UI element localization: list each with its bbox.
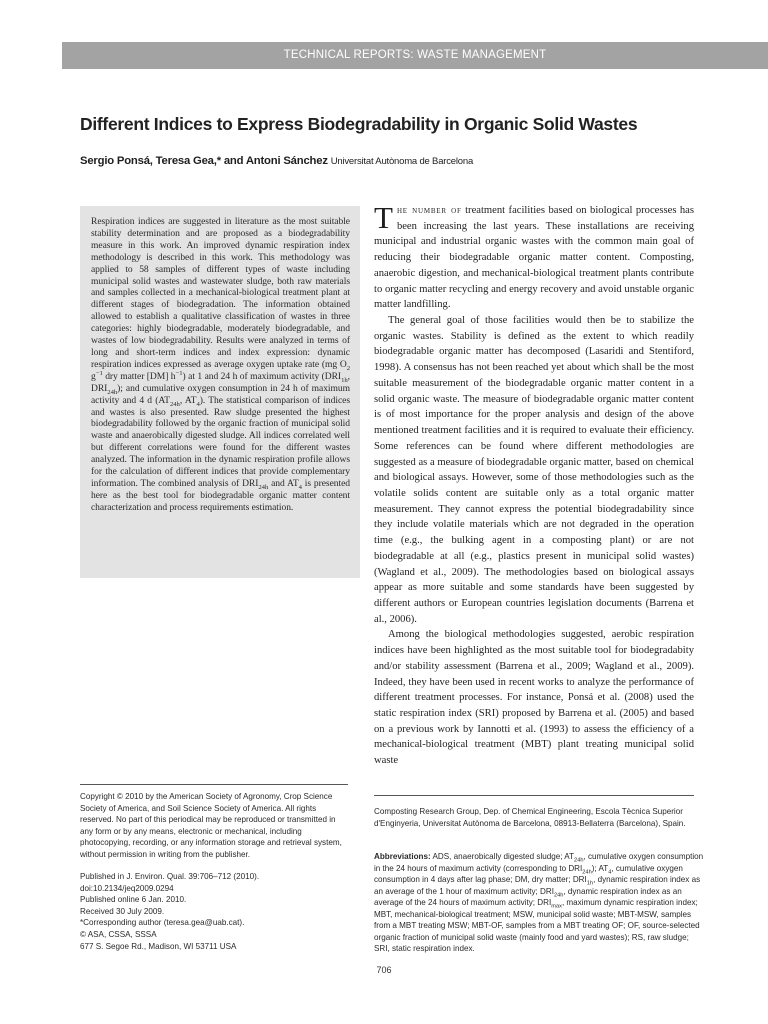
author-line — [80, 153, 720, 170]
abbreviations: Abbreviations: ADS, anaerobically digested sludge; $AT_{24h}$, cumulative oxygen consumption in the 24 hours of maximum activity (corresponding to $DRI_{24h}$); $AT_4$, cumulative oxygen consumption in 4 days after lag phase; DM, dry matter; $DRI_{1h}$, dynamic respiration index as an average of the 1 hour of maximum activity; $DRI_{24h}$, dynamic respiration index as an average of the 24 hours of maximum activity; $DRI_{max}$, maximum dynamic respiration index; MBT, mechanical-biological treatment; MSW, municipal solid waste; MBT-MSW, samples from a MBT treating MSW; MBT-OF, samples from a MBT treating OF; OF, source-selected organic fraction of municipal solid waste (mainly food and yard wastes); RS, raw sludge; SRI, static respiration index. — [374, 852, 704, 953]
abstract-text: Respiration indices are suggested in literature as the most suitable stability determination and are proposed as a biodegradability measure in this work. An improved dynamic respiration index methodology is described in this work. This methodology was applied to 58 samples of different types of waste including municipal solid wastes and wastewater sludge, both raw materials and samples collected in a mechanical-biological treatment plant at different stages of biodegradation. The information obtained allowed to establish a qualitative classification of wastes in three categories: highly biodegradable, moderately biodegradable, and wastes of low biodegradability. Results were analyzed in terms of long and short-term indices and index expression: dynamic respiration indices expressed as average oxygen uptake rate (mg $O_2$ $g^{-1}$ dry matter [DM] $h^{-1}$) at 1 and 24 h of maximum activity ($DRI_{1h}$, $DRI_{24h}$); and cumulative oxygen consumption in 24 h of maximum activity and 4 d ($AT_{24h}$, $AT_4$). The statistical comparison of indices and wastes is also presented. Raw sludge presented the highest biodegradability followed by the organic fraction of municipal solid waste and anaerobically digested sludge. All indices correlated well but different correlations were found for the different wastes analyzed. The information in the dynamic respiration profile allows for the calculation of different indices that provide complementary information. The combined analysis of $DRI_{24h}$ and $AT_4$ is presented here as the best tool for biodegradable organic matter content characterization and process requirements estimation. — [91, 216, 351, 513]
publication-info — [80, 871, 350, 952]
body-paragraph-2: The general goal of those facilities would then be to stabilize the organic wastes. Stability is defined as the extent to which readily biodegradable organic matter has decomposed (Lasaridi and Stentiford, 1998). A consensus has not been reached yet about which shall be the most suitable measurement of the biodegradable organic matter content in a solid organic waste. The measure of biodegradable organic matter content is of most importance for the proper analysis and design of the above mentioned treatment facilities and it is required to evaluate their efficiency. Some references can be found where different methodologies are suggested as a measure of biodegradable organic matter, based on chemical and biological assays. However, some of those methodologies such as the volatile solids content are suitable only as a total organic matter measurement. They cannot express the potential biodegradability since they include volatile materials which are not degraded in the operation time (e.g., the bulking agent in a composting plant) or are not biodegradable at all (e.g., plastics present in municipal solid wastes) (Wagland et al., 2009). The methodologies based on biological assays appear as more suitable and some standards have been suggested by different authors or European countries legislation documents (Barrena et al., 2006). — [374, 315, 694, 625]
copyright-notice: Copyright © 2010 by the American Society of Agronomy, Crop Science Society of America, and Soil Science Society of America. All rights reserved. No part of this periodical may be reproduced or transmitted in any form or by any means, electronic or mechanical, including photocopying, recording, or any information storage and retrieval system, without permission in writing from the publisher. — [80, 792, 342, 859]
pubinfo-line: © ASA, CSSA, SSSA — [80, 929, 157, 939]
page-number: 706 — [376, 965, 392, 975]
pubinfo-line: doi:10.2134/jeq2009.0294 — [80, 883, 174, 893]
pubinfo-line: Published online 6 Jan. 2010. — [80, 895, 187, 905]
pubinfo-line: *Corresponding author (teresa.gea@uab.cat). — [80, 918, 245, 928]
footnote-divider-right — [374, 795, 694, 796]
pubinfo-line: Received 30 July 2009. — [80, 906, 165, 916]
section-banner: TECHNICAL REPORTS: WASTE MANAGEMENT — [62, 42, 768, 69]
body-paragraph-3: Among the biological methodologies suggested, aerobic respiration indices have been highlighted as the most suitable tool for biodegradabity and/or stability assessment (Barrena et al., 2009; Wagland et al., 2009). Indeed, they have been used in recent works to analyze the performance of different treatment processes. For instance, Ponsá et al. (2008) used the static respiration index (SRI) proposed by Barrena et al. (2005) and based on a previous work by Iannotti et al. (1993) to assess the efficiency of a mechanical-biological treatment (MBT) plant treating municipal solid waste — [374, 629, 694, 767]
author-names: Sergio Ponsá, Teresa Gea,* and Antoni Sánchez — [80, 155, 328, 167]
footnote-divider-left — [80, 784, 348, 785]
article-title: Different Indices to Express Biodegradability in Organic Solid Wastes — [80, 114, 638, 134]
abstract-box — [80, 206, 360, 578]
body-paragraph-1: The number of treatment facilities based on biological processes has been increasing the last years. These installations are receiving municipal and industrial organic wastes with the common main goal of reducing their biodegradable organic matter content. Composting, anaerobic digestion, and mechanical-biological treatment plants contribute to organic matter recycling and energy recovery and avoid unstable organic matter landfilling. — [374, 200, 695, 311]
research-group-affiliation: Composting Research Group, Dep. of Chemical Engineering, Escola Tècnica Superior d'Enginyeria, Universitat Autònoma de Barcelona, 08913-Bellaterra (Barcelona), Spain. — [374, 807, 686, 828]
pubinfo-line: Published in J. Environ. Qual. 39:706–712 (2010). — [80, 872, 260, 881]
pubinfo-line: 677 S. Segoe Rd., Madison, WI 53711 USA — [80, 941, 237, 951]
drop-cap: T — [374, 200, 393, 235]
body-text — [374, 200, 695, 769]
author-affiliation: Universitat Autònoma de Barcelona — [330, 156, 474, 167]
